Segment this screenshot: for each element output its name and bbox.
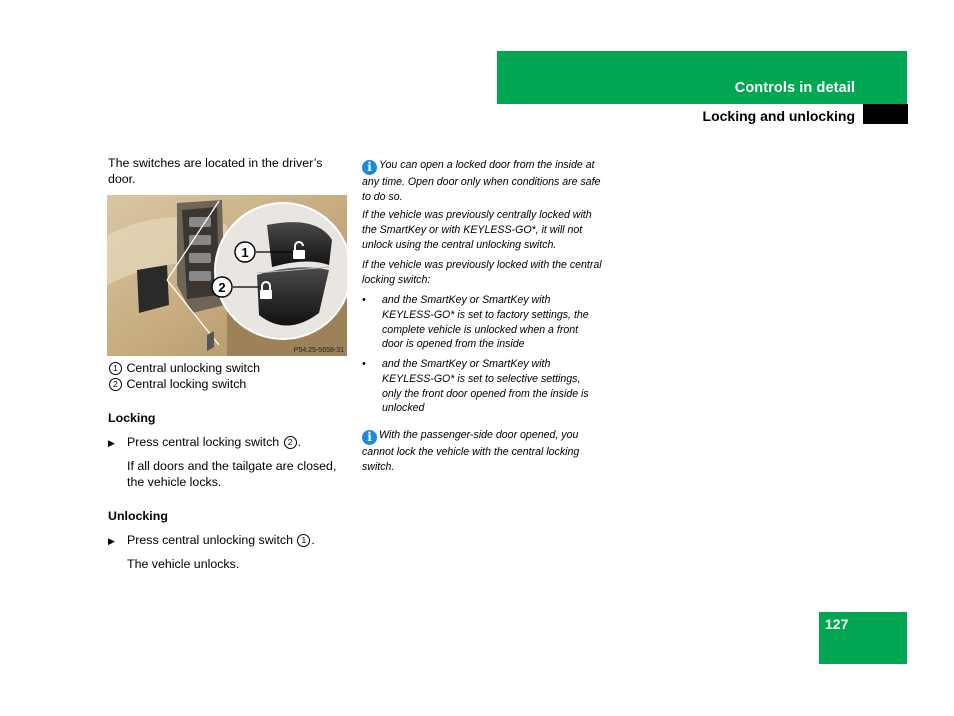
- info-icon: i: [362, 430, 377, 445]
- bullet-icon: •: [362, 294, 366, 306]
- paragraph-2: If the vehicle was previously locked with the central locking switch:: [362, 259, 602, 286]
- door-switch-illustration: [107, 195, 347, 356]
- unlocking-step: [108, 532, 348, 549]
- page-number: 127: [825, 616, 849, 632]
- paragraph-1: If the vehicle was previously centrally locked with the SmartKey or with KEYLESS-GO*, it will not unlock using the central unlocking switch.: [362, 209, 592, 251]
- step-arrow-icon: ▶: [108, 536, 115, 546]
- figure-callout-2: 2: [218, 280, 226, 295]
- unlocking-result: The vehicle unlocks.: [127, 557, 240, 571]
- door-switch-figure: [107, 195, 347, 356]
- header-band: [497, 51, 907, 104]
- list-item: [362, 357, 602, 416]
- legend-number: 1: [109, 362, 122, 375]
- locking-step-text: Press central locking switch: [127, 435, 283, 449]
- step-arrow-icon: ▶: [108, 438, 115, 448]
- figure-legend: [108, 360, 348, 392]
- figure-code: P54.25-5658-31: [293, 347, 344, 354]
- info-note-2: [362, 428, 602, 475]
- locking-step: [108, 434, 348, 451]
- unlocking-heading: Unlocking: [108, 509, 168, 523]
- legend-text: Central locking switch: [126, 377, 247, 391]
- unlocking-step-text: Press central unlocking switch: [127, 533, 297, 547]
- header-tab-marker: [863, 104, 908, 124]
- legend-item: [108, 376, 348, 392]
- info-icon: i: [362, 160, 377, 175]
- legend-number: 2: [109, 378, 122, 391]
- legend-item: [108, 360, 348, 376]
- unlocking-step-number: 1: [297, 534, 310, 547]
- info-note-2-text: With the passenger-side door opened, you cannot lock the vehicle with the central locking switch.: [362, 429, 580, 473]
- subsection-title: Locking and unlocking: [702, 108, 855, 124]
- locking-result: If all doors and the tailgate are closed, the vehicle locks.: [127, 459, 337, 489]
- legend-text: Central unlocking switch: [126, 361, 261, 375]
- intro-text: The switches are located in the driver’s door.: [108, 156, 323, 186]
- info-note-1-text: You can open a locked door from the inside at any time. Open door only when conditions are safe to do so.: [362, 159, 601, 203]
- list-item-text: and the SmartKey or SmartKey with KEYLESS-GO* is set to selective settings, only the front door opened from the inside is unlocked: [382, 358, 589, 415]
- figure-callout-1: 1: [241, 245, 249, 260]
- list-item-text: and the SmartKey or SmartKey with KEYLESS-GO* is set to factory settings, the complete vehicle is unlocked when a front door is opened from the inside: [382, 294, 589, 351]
- section-title: Controls in detail: [734, 80, 855, 96]
- locking-step-end: .: [297, 435, 302, 449]
- unlocking-step-end: .: [311, 533, 315, 547]
- list-item: [362, 293, 602, 352]
- locking-step-number: 2: [284, 436, 297, 449]
- locking-heading: Locking: [108, 411, 156, 425]
- bullet-icon: •: [362, 358, 366, 370]
- info-note-1: [362, 158, 602, 205]
